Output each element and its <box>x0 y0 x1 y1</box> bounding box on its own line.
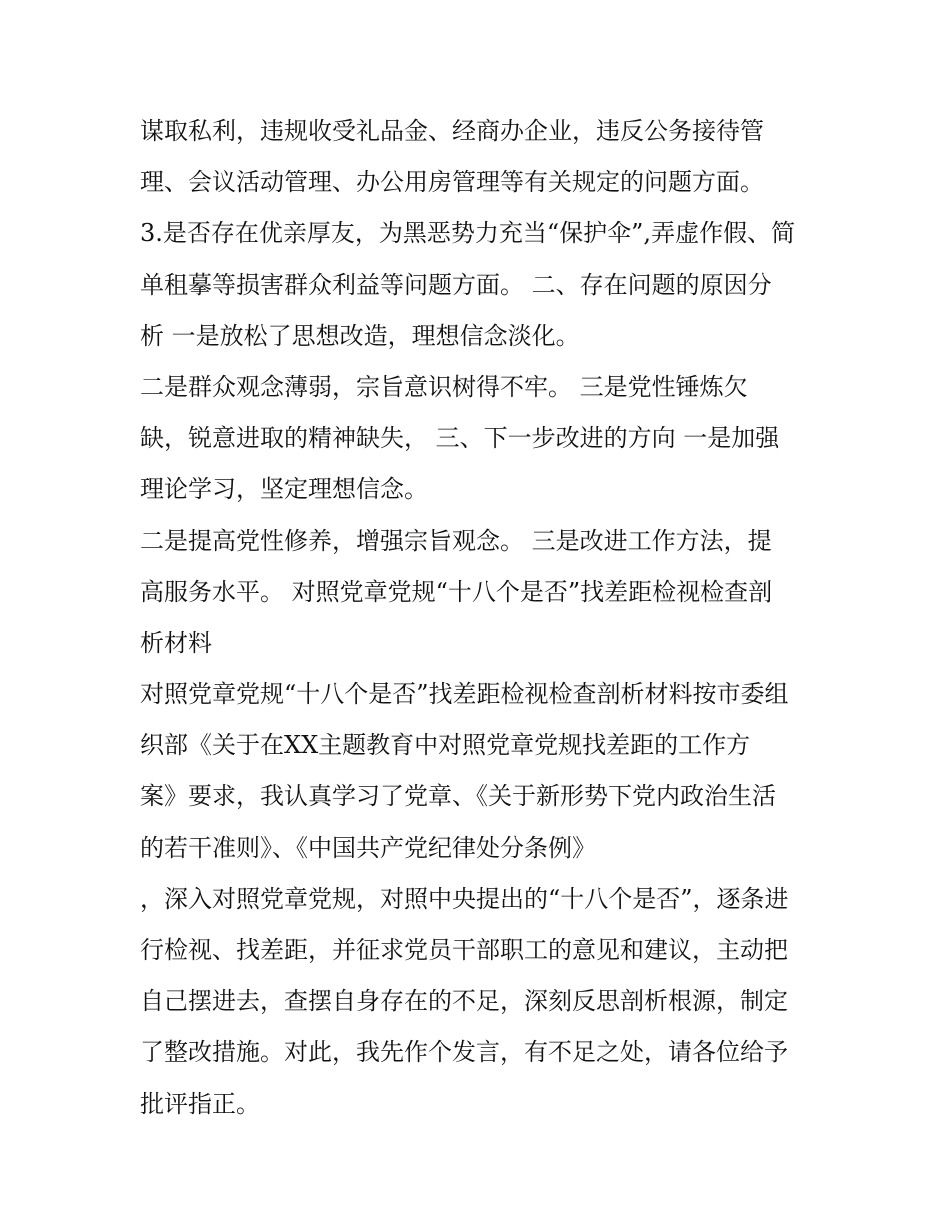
text-line: 高服务水平。 对照党章党规“十八个是否”找差距检视检查剖 <box>140 577 773 606</box>
text-line: 了整改措施。对此，我先作个发言，有不足之处，请各位给予 <box>140 1038 788 1067</box>
text-line: 谋取私利，违规收受礼品金、经商办企业，违反公务接待管 <box>140 117 764 145</box>
text-line: 析材料 <box>140 628 212 657</box>
text-line: 批评指正。 <box>140 1089 260 1118</box>
text-line: 单租摹等损害群众利益等问题方面。 二、存在问题的原因分 <box>140 270 772 299</box>
text-line: 的若干准则》、《中国共产党纪律处分条例》 <box>140 833 596 862</box>
text-line: 3.是否存在优亲厚友，为黑恶势力充当“保护伞”,弄虚作假、简 <box>140 219 796 248</box>
text-line: 析 一是放松了思想改造，理想信念淡化。 <box>140 321 580 350</box>
text-line: 行检视、找差距，并征求党员干部职工的意见和建议，主动把 <box>140 936 788 964</box>
text-line: 二是提高党性修养，增强宗旨观念。 三是改进工作方法，提 <box>140 526 772 555</box>
text-line: 缺，锐意进取的精神缺失， 三、下一步改进的方向 一是加强 <box>140 424 780 453</box>
text-line: 对照党章党规“十八个是否”找差距检视检查剖析材料按市委组 <box>140 680 789 709</box>
text-line: 案》要求，我认真学习了党章、《关于新形势下党内政治生活 <box>140 782 776 811</box>
text-line: 织部《关于在XX主题教育中对照党章党规找差距的工作方 <box>140 731 751 760</box>
text-line: 二是群众观念薄弱，宗旨意识树得不牢。 三是党性锤炼欠 <box>140 372 748 401</box>
text-line: ，深入对照党章党规，对照中央提出的“十八个是否”，逐条进 <box>140 884 789 913</box>
text-line: 自己摆进去，查摆自身存在的不足，深刻反思剖析根源，制定 <box>140 987 788 1016</box>
text-line: 理、会议活动管理、办公用房管理等有关规定的问题方面。 <box>140 168 764 197</box>
document-body <box>140 106 830 1130</box>
text-line: 理论学习，坚定理想信念。 <box>140 475 428 504</box>
